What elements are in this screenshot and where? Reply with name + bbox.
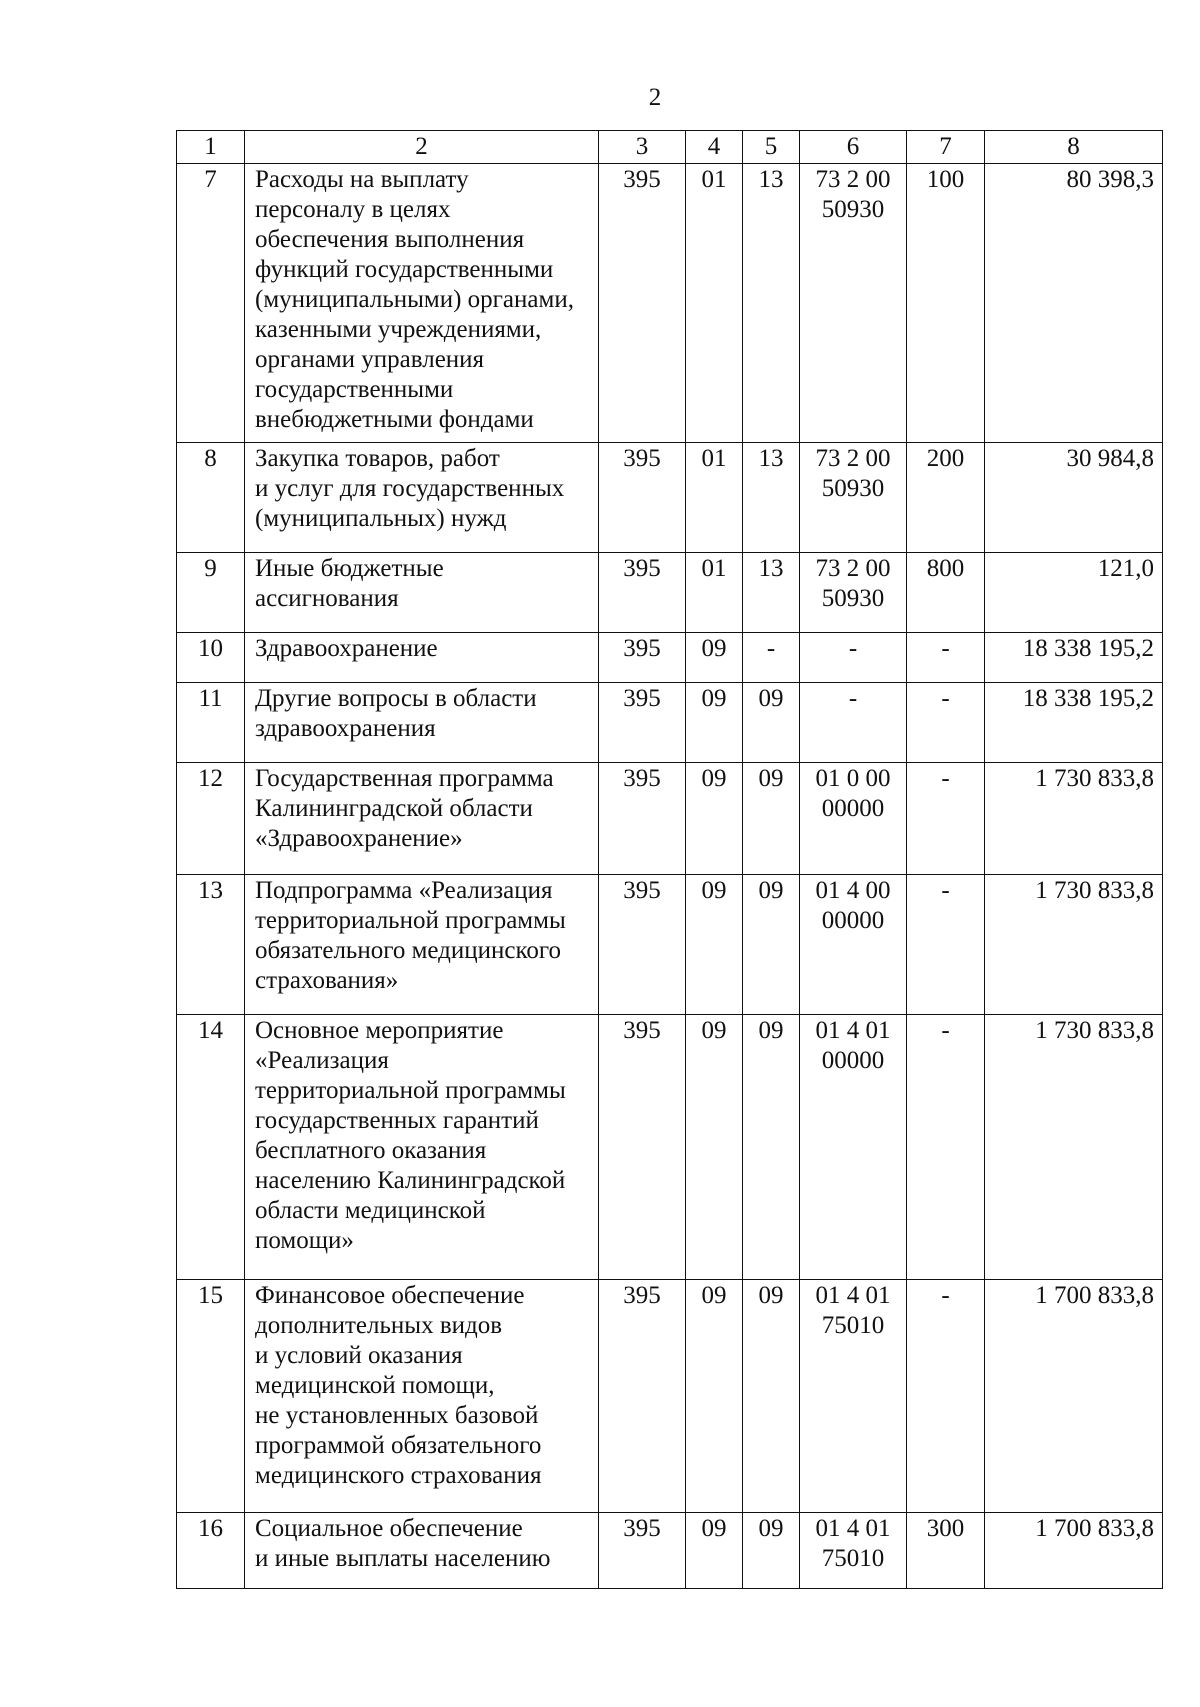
item-name-line: (муниципальными) органами,: [255, 286, 574, 313]
code-cell: 395: [599, 763, 686, 875]
item-name-line: персоналу в целях: [255, 196, 451, 223]
section-cell: 01: [686, 164, 743, 443]
item-name-line: области медицинской: [255, 1197, 486, 1224]
item-name-line: территориальной программы: [255, 907, 566, 934]
item-name-line: Здравоохранение: [255, 635, 438, 662]
row-number-cell: 12: [177, 763, 245, 875]
item-name-line: и условий оказания: [255, 1342, 463, 1369]
item-name-line: дополнительных видов: [255, 1312, 503, 1339]
budget-table: [176, 130, 1163, 1589]
section-cell: 09: [686, 683, 743, 763]
subsection-cell: 13: [743, 443, 800, 553]
code-cell: 395: [599, 683, 686, 763]
target-article-line: 01 0 00: [815, 765, 891, 792]
item-name-line: медицинского страхования: [255, 1462, 542, 1489]
subsection-cell: 09: [743, 875, 800, 1015]
item-name-line: ассигнования: [255, 585, 399, 612]
target-article-cell: [800, 1513, 907, 1589]
target-article-cell: [800, 633, 907, 683]
row-number-cell: 16: [177, 1513, 245, 1589]
item-name-line: здравоохранения: [255, 715, 436, 742]
column-number: 2: [245, 131, 599, 164]
expense-type-cell: 300: [907, 1513, 985, 1589]
target-article-line: 01 4 01: [815, 1282, 891, 1309]
item-name-line: Социальное обеспечение: [255, 1515, 523, 1542]
row-number-cell: 14: [177, 1015, 245, 1280]
table-row: [177, 1015, 1163, 1280]
table-row: [177, 553, 1163, 633]
code-cell: 395: [599, 164, 686, 443]
target-article-line: 01 4 01: [815, 1017, 891, 1044]
code-cell: 395: [599, 443, 686, 553]
table-row: [177, 1280, 1163, 1513]
subsection-cell: 09: [743, 1280, 800, 1513]
subsection-cell: 09: [743, 1015, 800, 1280]
page-number: 2: [648, 84, 662, 111]
expense-type-cell: -: [907, 1015, 985, 1280]
amount-cell: 1 730 833,8: [985, 875, 1163, 1015]
item-name-cell: [245, 1513, 599, 1589]
item-name-line: государственных гарантий: [255, 1107, 539, 1134]
target-article-line: 01 4 00: [815, 877, 891, 904]
item-name-line: Государственная программа: [255, 765, 554, 792]
target-article-line: 75010: [821, 1312, 885, 1339]
section-cell: 09: [686, 875, 743, 1015]
item-name-line: обеспечения выполнения: [255, 226, 525, 253]
expense-type-cell: 100: [907, 164, 985, 443]
target-article-line: 73 2 00: [815, 166, 891, 193]
item-name-line: помощи»: [255, 1227, 354, 1254]
item-name-line: внебюджетными фондами: [255, 406, 534, 433]
code-cell: 395: [599, 875, 686, 1015]
target-article-line: 73 2 00: [815, 555, 891, 582]
amount-cell: 80 398,3: [985, 164, 1163, 443]
table-row: [177, 443, 1163, 553]
code-cell: 395: [599, 1280, 686, 1513]
item-name-line: обязательного медицинского: [255, 937, 562, 964]
item-name-line: не установленных базовой: [255, 1402, 539, 1429]
target-article-line: 75010: [821, 1545, 885, 1572]
amount-cell: 18 338 195,2: [985, 633, 1163, 683]
code-cell: 395: [599, 1015, 686, 1280]
item-name-cell: [245, 763, 599, 875]
item-name-cell: [245, 164, 599, 443]
item-name-line: Закупка товаров, работ: [255, 445, 500, 472]
item-name-line: и услуг для государственных: [255, 475, 565, 502]
table-row: [177, 633, 1163, 683]
item-name-cell: [245, 553, 599, 633]
item-name-cell: [245, 875, 599, 1015]
item-name-cell: [245, 1280, 599, 1513]
item-name-line: Основное мероприятие: [255, 1017, 504, 1044]
row-number-cell: 9: [177, 553, 245, 633]
target-article-line: -: [848, 685, 858, 712]
item-name-line: Другие вопросы в области: [255, 685, 537, 712]
column-number: 4: [686, 131, 743, 164]
target-article-cell: [800, 763, 907, 875]
item-name-line: органами управления: [255, 346, 485, 373]
section-cell: 09: [686, 633, 743, 683]
item-name-cell: [245, 443, 599, 553]
item-name-line: территориальной программы: [255, 1077, 566, 1104]
column-number: 8: [985, 131, 1163, 164]
expense-type-cell: 800: [907, 553, 985, 633]
subsection-cell: 09: [743, 763, 800, 875]
code-cell: 395: [599, 1513, 686, 1589]
target-article-line: 50930: [821, 196, 885, 223]
subsection-cell: 13: [743, 164, 800, 443]
expense-type-cell: -: [907, 1280, 985, 1513]
section-cell: 09: [686, 1280, 743, 1513]
expense-type-cell: -: [907, 875, 985, 1015]
item-name-line: Финансовое обеспечение: [255, 1282, 525, 1309]
item-name-line: Калининградской области: [255, 795, 533, 822]
subsection-cell: 13: [743, 553, 800, 633]
target-article-line: 50930: [821, 475, 885, 502]
section-cell: 01: [686, 443, 743, 553]
item-name-cell: [245, 1015, 599, 1280]
table-row: [177, 683, 1163, 763]
item-name-cell: [245, 633, 599, 683]
amount-cell: 1 700 833,8: [985, 1280, 1163, 1513]
item-name-line: страхования»: [255, 967, 399, 994]
item-name-line: «Здравоохранение»: [255, 825, 463, 852]
column-number: 6: [800, 131, 907, 164]
target-article-line: 00000: [821, 1047, 885, 1074]
column-number: 5: [743, 131, 800, 164]
item-name-line: бесплатного оказания: [255, 1137, 487, 1164]
amount-cell: 18 338 195,2: [985, 683, 1163, 763]
column-number: 3: [599, 131, 686, 164]
code-cell: 395: [599, 553, 686, 633]
table-row: [177, 1513, 1163, 1589]
expense-type-cell: -: [907, 633, 985, 683]
target-article-line: 00000: [821, 795, 885, 822]
expense-type-cell: 200: [907, 443, 985, 553]
code-cell: 395: [599, 633, 686, 683]
expense-type-cell: -: [907, 763, 985, 875]
target-article-line: 73 2 00: [815, 445, 891, 472]
item-name-line: и иные выплаты населению: [255, 1545, 551, 1572]
row-number-cell: 7: [177, 164, 245, 443]
item-name-cell: [245, 683, 599, 763]
row-number-cell: 10: [177, 633, 245, 683]
target-article-line: 01 4 01: [815, 1515, 891, 1542]
target-article-cell: [800, 553, 907, 633]
section-cell: 09: [686, 763, 743, 875]
expense-type-cell: -: [907, 683, 985, 763]
amount-cell: 30 984,8: [985, 443, 1163, 553]
item-name-line: программой обязательного: [255, 1432, 542, 1459]
table-row: [177, 164, 1163, 443]
row-number-cell: 11: [177, 683, 245, 763]
amount-cell: 121,0: [985, 553, 1163, 633]
item-name-line: (муниципальных) нужд: [255, 505, 507, 532]
amount-cell: 1 730 833,8: [985, 1015, 1163, 1280]
item-name-line: казенными учреждениями,: [255, 316, 542, 343]
item-name-line: Расходы на выплату: [255, 166, 469, 193]
item-name-line: Иные бюджетные: [255, 555, 444, 582]
row-number-cell: 8: [177, 443, 245, 553]
row-number-cell: 13: [177, 875, 245, 1015]
table-row: [177, 875, 1163, 1015]
target-article-cell: [800, 1015, 907, 1280]
section-cell: 09: [686, 1513, 743, 1589]
target-article-line: 00000: [821, 907, 885, 934]
section-cell: 01: [686, 553, 743, 633]
item-name-line: Подпрограмма «Реализация: [255, 877, 553, 904]
target-article-line: -: [848, 635, 858, 662]
target-article-cell: [800, 683, 907, 763]
target-article-line: 50930: [821, 585, 885, 612]
column-number-row: [177, 131, 1163, 164]
amount-cell: 1 700 833,8: [985, 1513, 1163, 1589]
subsection-cell: 09: [743, 683, 800, 763]
target-article-cell: [800, 443, 907, 553]
item-name-line: «Реализация: [255, 1047, 389, 1074]
item-name-line: населению Калининградской: [255, 1167, 566, 1194]
target-article-cell: [800, 875, 907, 1015]
item-name-line: функций государственными: [255, 256, 554, 283]
row-number-cell: 15: [177, 1280, 245, 1513]
table-row: [177, 763, 1163, 875]
target-article-cell: [800, 1280, 907, 1513]
section-cell: 09: [686, 1015, 743, 1280]
column-number: 7: [907, 131, 985, 164]
subsection-cell: -: [743, 633, 800, 683]
subsection-cell: 09: [743, 1513, 800, 1589]
target-article-cell: [800, 164, 907, 443]
amount-cell: 1 730 833,8: [985, 763, 1163, 875]
item-name-line: государственными: [255, 376, 454, 403]
column-number: 1: [177, 131, 245, 164]
item-name-line: медицинской помощи,: [255, 1372, 495, 1399]
